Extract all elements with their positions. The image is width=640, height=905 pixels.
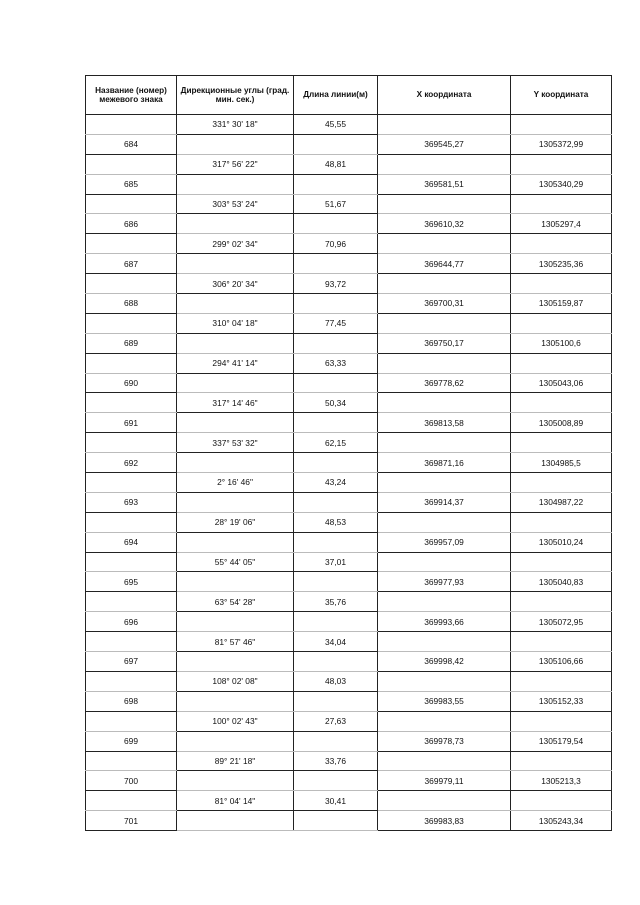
cell-x xyxy=(378,552,511,572)
cell-angle: 2° 16' 46" xyxy=(177,473,294,493)
point-row xyxy=(86,453,612,473)
cell-length: 34,04 xyxy=(294,632,378,652)
cell-x: 369610,32 xyxy=(378,214,511,234)
point-row xyxy=(86,811,612,831)
cell-length xyxy=(294,294,378,314)
cell-y xyxy=(511,552,612,572)
cell-angle xyxy=(177,254,294,274)
cell-length xyxy=(294,174,378,194)
cell-x: 369813,58 xyxy=(378,413,511,433)
cell-angle: 310° 04' 18" xyxy=(177,313,294,333)
segment-row xyxy=(86,313,612,333)
point-row xyxy=(86,373,612,393)
cell-y xyxy=(511,433,612,453)
cell-x xyxy=(378,512,511,532)
point-row xyxy=(86,771,612,791)
cell-y xyxy=(511,671,612,691)
cell-name: 690 xyxy=(86,373,177,393)
point-row xyxy=(86,572,612,592)
cell-y: 1305179,54 xyxy=(511,731,612,751)
cell-name: 696 xyxy=(86,612,177,632)
cell-angle xyxy=(177,174,294,194)
cell-angle xyxy=(177,294,294,314)
cell-y: 1305340,29 xyxy=(511,174,612,194)
point-row xyxy=(86,333,612,353)
cell-length: 70,96 xyxy=(294,234,378,254)
header-angle: Дирекционные углы (град. мин. сек.) xyxy=(177,76,294,115)
cell-x: 369871,16 xyxy=(378,453,511,473)
cell-angle xyxy=(177,492,294,512)
cell-angle xyxy=(177,373,294,393)
cell-name xyxy=(86,791,177,811)
cell-length: 37,01 xyxy=(294,552,378,572)
cell-angle: 331° 30' 18" xyxy=(177,115,294,135)
point-row xyxy=(86,492,612,512)
cell-x: 369700,31 xyxy=(378,294,511,314)
cell-angle xyxy=(177,572,294,592)
cell-length: 35,76 xyxy=(294,592,378,612)
cell-length: 93,72 xyxy=(294,274,378,294)
cell-y xyxy=(511,592,612,612)
cell-name xyxy=(86,194,177,214)
cell-y xyxy=(511,234,612,254)
header-x: X координата xyxy=(378,76,511,115)
cell-x xyxy=(378,751,511,771)
cell-length xyxy=(294,572,378,592)
cell-length xyxy=(294,333,378,353)
cell-name xyxy=(86,433,177,453)
cell-y xyxy=(511,154,612,174)
segment-row xyxy=(86,751,612,771)
segment-row xyxy=(86,592,612,612)
segment-row xyxy=(86,671,612,691)
cell-name: 697 xyxy=(86,652,177,672)
cell-y: 1305100,6 xyxy=(511,333,612,353)
cell-y: 1305243,34 xyxy=(511,811,612,831)
cell-angle: 317° 14' 46" xyxy=(177,393,294,413)
segment-row xyxy=(86,353,612,373)
cell-angle xyxy=(177,532,294,552)
point-row xyxy=(86,174,612,194)
cell-y xyxy=(511,313,612,333)
cell-y xyxy=(511,711,612,731)
segment-row xyxy=(86,791,612,811)
cell-angle xyxy=(177,691,294,711)
cell-length: 51,67 xyxy=(294,194,378,214)
cell-angle xyxy=(177,214,294,234)
cell-x: 369644,77 xyxy=(378,254,511,274)
cell-name: 698 xyxy=(86,691,177,711)
cell-y xyxy=(511,194,612,214)
cell-angle xyxy=(177,771,294,791)
cell-name: 692 xyxy=(86,453,177,473)
cell-length xyxy=(294,731,378,751)
cell-y xyxy=(511,632,612,652)
point-row xyxy=(86,294,612,314)
cell-x xyxy=(378,711,511,731)
cell-angle: 81° 57' 46" xyxy=(177,632,294,652)
cell-length: 45,55 xyxy=(294,115,378,135)
cell-name xyxy=(86,671,177,691)
cell-length xyxy=(294,453,378,473)
cell-angle: 317° 56' 22" xyxy=(177,154,294,174)
cell-x xyxy=(378,592,511,612)
cell-angle xyxy=(177,811,294,831)
cell-length xyxy=(294,811,378,831)
cell-name: 685 xyxy=(86,174,177,194)
cell-x: 369979,11 xyxy=(378,771,511,791)
cell-x xyxy=(378,473,511,493)
cell-y: 1305010,24 xyxy=(511,532,612,552)
cell-x: 369750,17 xyxy=(378,333,511,353)
cell-length: 33,76 xyxy=(294,751,378,771)
segment-row xyxy=(86,711,612,731)
cell-y xyxy=(511,274,612,294)
cell-angle: 337° 53' 32" xyxy=(177,433,294,453)
cell-x xyxy=(378,194,511,214)
cell-y: 1305043,06 xyxy=(511,373,612,393)
cell-y: 1304987,22 xyxy=(511,492,612,512)
cell-y xyxy=(511,393,612,413)
cell-y: 1305040,83 xyxy=(511,572,612,592)
cell-angle xyxy=(177,333,294,353)
cell-x xyxy=(378,154,511,174)
cell-length xyxy=(294,532,378,552)
cell-length: 62,15 xyxy=(294,433,378,453)
segment-row xyxy=(86,473,612,493)
cell-name: 701 xyxy=(86,811,177,831)
cell-name xyxy=(86,274,177,294)
cell-y xyxy=(511,473,612,493)
cell-length: 48,53 xyxy=(294,512,378,532)
cell-name: 691 xyxy=(86,413,177,433)
cell-name xyxy=(86,115,177,135)
cell-name xyxy=(86,632,177,652)
cell-angle: 100° 02' 43" xyxy=(177,711,294,731)
point-row xyxy=(86,652,612,672)
header-y: Y координата xyxy=(511,76,612,115)
segment-row xyxy=(86,552,612,572)
cell-y: 1305159,87 xyxy=(511,294,612,314)
cell-angle: 55° 44' 05" xyxy=(177,552,294,572)
cell-length: 77,45 xyxy=(294,313,378,333)
cell-x: 369998,42 xyxy=(378,652,511,672)
cell-angle xyxy=(177,413,294,433)
cell-y xyxy=(511,353,612,373)
cell-y: 1305235,36 xyxy=(511,254,612,274)
point-row xyxy=(86,731,612,751)
cell-x: 369778,62 xyxy=(378,373,511,393)
cell-length xyxy=(294,373,378,393)
header-name: Название (номер) межевого знака xyxy=(86,76,177,115)
cell-x: 369993,66 xyxy=(378,612,511,632)
cell-name: 689 xyxy=(86,333,177,353)
cell-angle xyxy=(177,652,294,672)
cell-length: 50,34 xyxy=(294,393,378,413)
cell-name: 686 xyxy=(86,214,177,234)
cell-name: 688 xyxy=(86,294,177,314)
cell-name: 695 xyxy=(86,572,177,592)
segment-row xyxy=(86,393,612,413)
cell-x: 369977,93 xyxy=(378,572,511,592)
cell-y: 1305106,66 xyxy=(511,652,612,672)
point-row xyxy=(86,691,612,711)
cell-x xyxy=(378,234,511,254)
cell-length xyxy=(294,254,378,274)
cell-x: 369545,27 xyxy=(378,134,511,154)
cell-length xyxy=(294,214,378,234)
cell-y: 1305072,95 xyxy=(511,612,612,632)
cell-name: 684 xyxy=(86,134,177,154)
cell-name xyxy=(86,711,177,731)
segment-row xyxy=(86,234,612,254)
cell-angle: 108° 02' 08" xyxy=(177,671,294,691)
cell-x: 369581,51 xyxy=(378,174,511,194)
cell-angle xyxy=(177,731,294,751)
segment-row xyxy=(86,512,612,532)
point-row xyxy=(86,214,612,234)
table-header-row xyxy=(86,76,612,115)
cell-x xyxy=(378,393,511,413)
cell-name xyxy=(86,154,177,174)
cell-name xyxy=(86,512,177,532)
cell-x xyxy=(378,433,511,453)
cell-name: 693 xyxy=(86,492,177,512)
cell-y: 1305372,99 xyxy=(511,134,612,154)
cell-name: 694 xyxy=(86,532,177,552)
cell-name xyxy=(86,751,177,771)
cell-x: 369983,55 xyxy=(378,691,511,711)
cell-x: 369957,09 xyxy=(378,532,511,552)
cell-name xyxy=(86,552,177,572)
cell-angle: 303° 53' 24" xyxy=(177,194,294,214)
point-row xyxy=(86,134,612,154)
cell-y: 1305297,4 xyxy=(511,214,612,234)
cell-length: 48,03 xyxy=(294,671,378,691)
cell-angle: 89° 21' 18" xyxy=(177,751,294,771)
point-row xyxy=(86,413,612,433)
cell-x xyxy=(378,313,511,333)
cell-length xyxy=(294,492,378,512)
cell-x xyxy=(378,115,511,135)
cell-angle: 294° 41' 14" xyxy=(177,353,294,373)
cell-x xyxy=(378,632,511,652)
segment-row xyxy=(86,433,612,453)
cell-angle xyxy=(177,612,294,632)
segment-row xyxy=(86,194,612,214)
segment-row xyxy=(86,274,612,294)
cell-name: 687 xyxy=(86,254,177,274)
cell-length xyxy=(294,691,378,711)
cell-angle: 28° 19' 06" xyxy=(177,512,294,532)
cell-name xyxy=(86,313,177,333)
segment-row xyxy=(86,632,612,652)
cell-x xyxy=(378,353,511,373)
header-length: Длина линии(м) xyxy=(294,76,378,115)
cell-y: 1305152,33 xyxy=(511,691,612,711)
boundary-coordinates-table xyxy=(85,75,612,831)
cell-name xyxy=(86,234,177,254)
segment-row xyxy=(86,115,612,135)
cell-length: 43,24 xyxy=(294,473,378,493)
cell-length xyxy=(294,612,378,632)
point-row xyxy=(86,612,612,632)
cell-length: 48,81 xyxy=(294,154,378,174)
cell-y: 1305008,89 xyxy=(511,413,612,433)
cell-y xyxy=(511,751,612,771)
cell-y: 1304985,5 xyxy=(511,453,612,473)
segment-row xyxy=(86,154,612,174)
cell-x xyxy=(378,791,511,811)
cell-length xyxy=(294,134,378,154)
cell-length: 63,33 xyxy=(294,353,378,373)
cell-name xyxy=(86,592,177,612)
cell-length: 27,63 xyxy=(294,711,378,731)
cell-x xyxy=(378,274,511,294)
cell-length: 30,41 xyxy=(294,791,378,811)
cell-name: 700 xyxy=(86,771,177,791)
cell-y xyxy=(511,512,612,532)
cell-angle: 299° 02' 34" xyxy=(177,234,294,254)
cell-length xyxy=(294,652,378,672)
cell-y xyxy=(511,115,612,135)
cell-y: 1305213,3 xyxy=(511,771,612,791)
cell-angle xyxy=(177,453,294,473)
cell-name xyxy=(86,393,177,413)
cell-angle: 81° 04' 14" xyxy=(177,791,294,811)
point-row xyxy=(86,532,612,552)
cell-length xyxy=(294,413,378,433)
cell-length xyxy=(294,771,378,791)
cell-angle: 63° 54' 28" xyxy=(177,592,294,612)
cell-name: 699 xyxy=(86,731,177,751)
cell-angle xyxy=(177,134,294,154)
cell-x: 369983,83 xyxy=(378,811,511,831)
cell-x: 369914,37 xyxy=(378,492,511,512)
cell-x: 369978,73 xyxy=(378,731,511,751)
cell-angle: 306° 20' 34" xyxy=(177,274,294,294)
cell-name xyxy=(86,353,177,373)
cell-name xyxy=(86,473,177,493)
point-row xyxy=(86,254,612,274)
cell-x xyxy=(378,671,511,691)
cell-y xyxy=(511,791,612,811)
